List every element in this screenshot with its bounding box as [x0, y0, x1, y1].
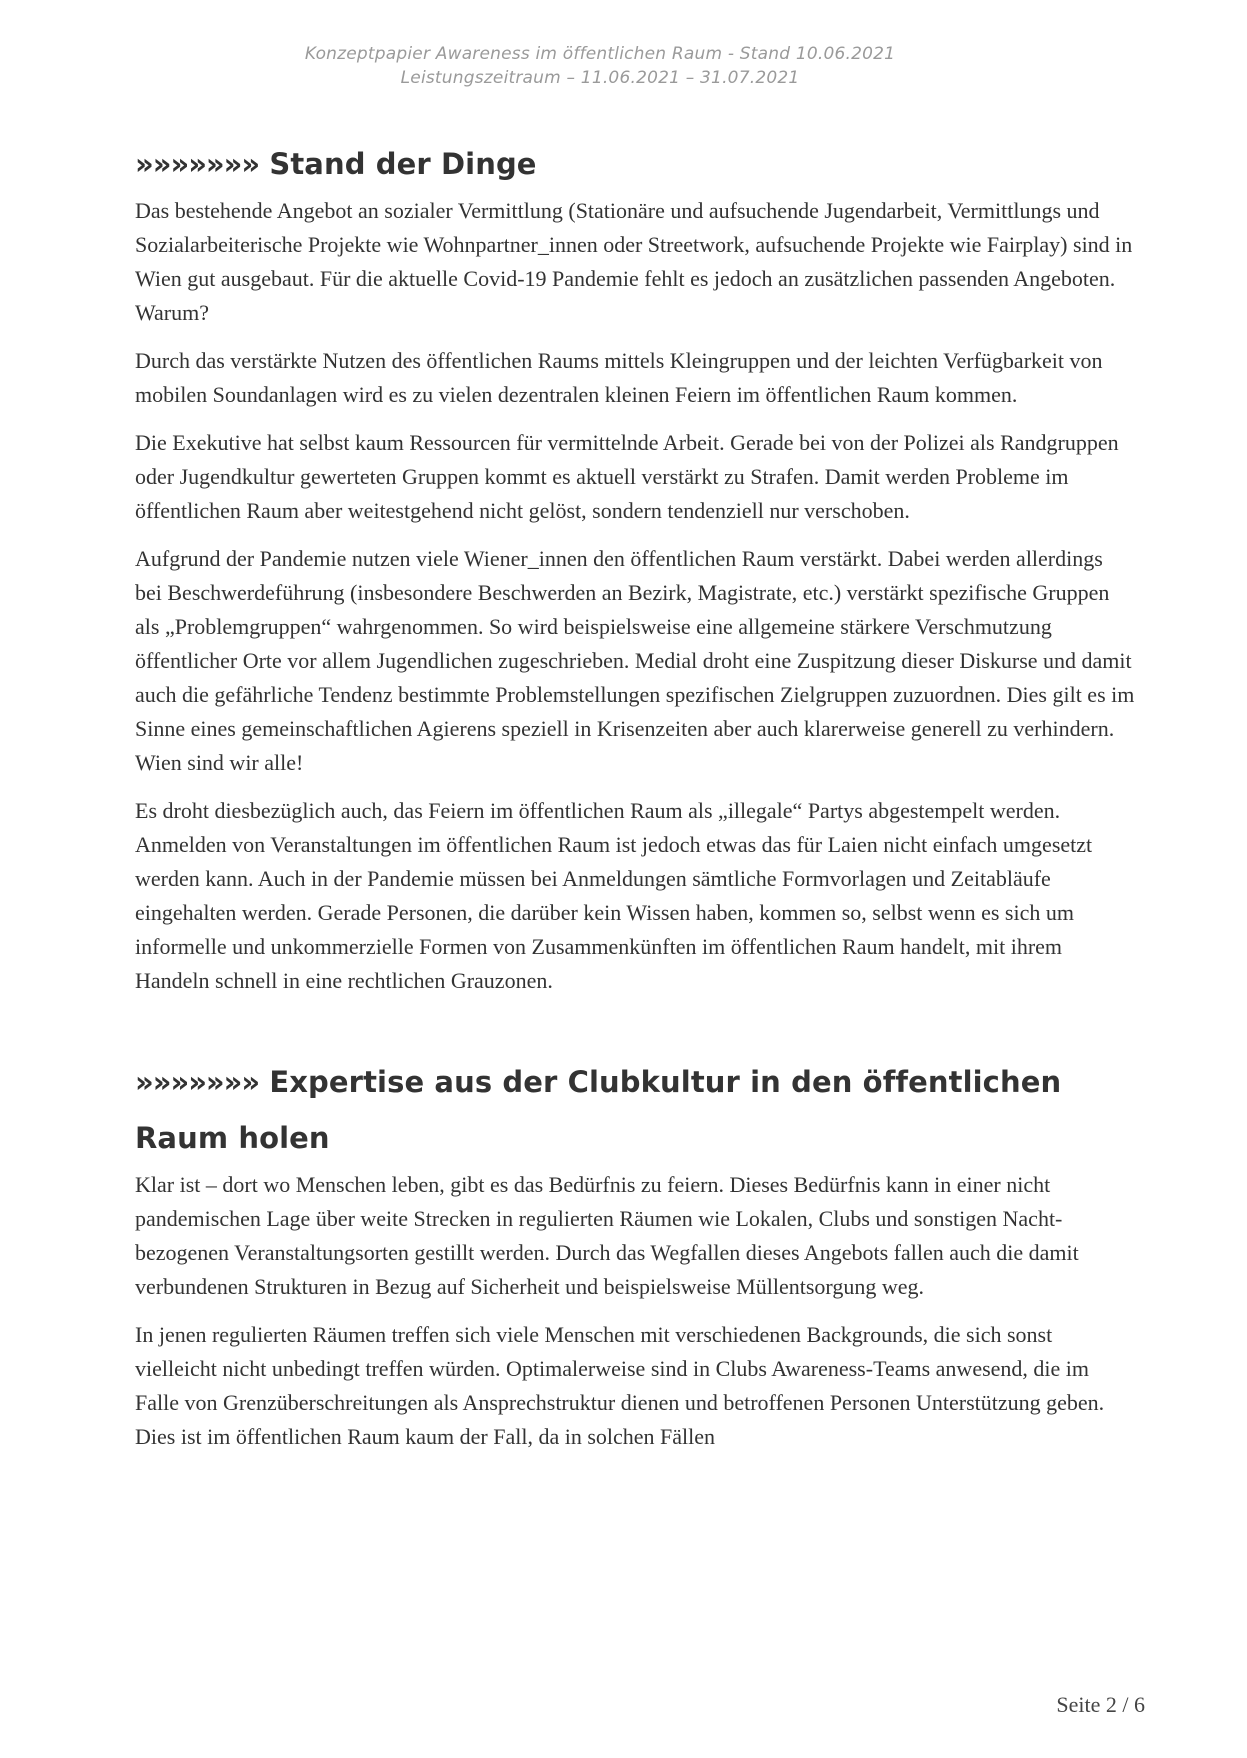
page-number: Seite 2 / 6: [1056, 1692, 1145, 1717]
paragraph: Das bestehende Angebot an sozialer Vermittlung (Stationäre und aufsuchende Jugendarbeit, Vermittlungs und Sozialarbeiterische Projekte wie Wohnpartner_innen oder Streetwork, aufsuchende Projekte wie Fairplay) sind in Wien gut ausgebaut. Für die aktuelle Covid-19 Pandemie fehlt es jedoch an zusätzlichen passenden Angeboten. Warum?: [135, 198, 1133, 325]
paragraph: Klar ist – dort wo Menschen leben, gibt es das Bedürfnis zu feiern. Dieses Bedürfnis kann in einer nicht pandemischen Lage über weite Strecken in regulierten Räumen wie Lokalen, Clubs und sonstigen Nacht-bezogenen Veranstaltungsorten gestillt werden. Durch das Wegfallen dieses Angebots fallen auch die damit verbundenen Strukturen in Bezug auf Sicherheit und beispielsweise Müllentsorgung weg.: [135, 1172, 1079, 1299]
header-service-period: Leistungszeitraum – 11.06.2021 – 31.07.2021: [400, 68, 800, 88]
section-marker: »»»»»»»: [135, 1065, 260, 1099]
section-marker: »»»»»»»: [135, 147, 260, 181]
paragraph: Die Exekutive hat selbst kaum Ressourcen für vermittelnde Arbeit. Gerade bei von der Polizei als Randgruppen oder Jugendkultur gewerteten Gruppen kommt es aktuell verstärkt zu Strafen. Damit werden Probleme im öffentlichen Raum aber weitestgehend nicht gelöst, sondern tendenziell nur verschoben.: [135, 430, 1119, 523]
paragraph: In jenen regulierten Räumen treffen sich viele Menschen mit verschiedenen Backgrounds, die sich sonst vielleicht nicht unbedingt treffen würden. Optimalerweise sind in Clubs Awareness-Teams anwesend, die im Falle von Grenzüberschreitungen als Ansprechstruktur dienen und betroffenen Personen Unterstützung geben. Dies ist im öffentlichen Raum kaum der Fall, da in solchen Fällen: [135, 1322, 1105, 1449]
document-body: [135, 136, 1135, 1468]
section-heading-stand-der-dinge: [135, 136, 1135, 192]
paragraph: Es droht diesbezüglich auch, das Feiern im öffentlichen Raum als „illegale“ Partys abgestempelt werden. Anmelden von Veranstaltungen im öffentlichen Raum ist jedoch etwas das für Laien nicht einfach umgesetzt werden kann. Auch in der Pandemie müssen bei Anmeldungen sämtliche Formvorlagen und Zeitabläufe eingehalten werden. Gerade Personen, die darüber kein Wissen haben, kommen so, selbst wenn es sich um informelle und unkommerzielle Formen von Zusammenkünften im öffentlichen Raum handelt, mit ihrem Handeln schnell in eine rechtlichen Grauzonen.: [135, 798, 1093, 993]
section-title: Expertise aus der Clubkultur in den öffentlichen Raum holen: [135, 1065, 1062, 1155]
paragraph: Aufgrund der Pandemie nutzen viele Wiener_innen den öffentlichen Raum verstärkt. Dabei werden allerdings bei Beschwerdeführung (insbesondere Beschwerden an Bezirk, Magistrate, etc.) verstärkt spezifische Gruppen als „Problemgruppen“ wahrgenommen. So wird beispielsweise eine allgemeine stärkere Verschmutzung öffentlicher Orte vor allem Jugendlichen zugeschrieben. Medial droht eine Zuspitzung dieser Diskurse und damit auch die gefährliche Tendenz bestimmte Problemstellungen spezifischen Zielgruppen zuzuordnen. Dies gilt es im Sinne eines gemeinschaftlichen Agierens speziell in Krisenzeiten aber auch klarerweise generell zu verhindern. Wien sind wir alle!: [135, 546, 1135, 775]
section-heading-expertise: [135, 1054, 1135, 1166]
header-document-title: Konzeptpapier Awareness im öffentlichen Raum - Stand 10.06.2021: [304, 44, 896, 64]
paragraph: Durch das verstärkte Nutzen des öffentlichen Raums mittels Kleingruppen und der leichten Verfügbarkeit von mobilen Soundanlagen wird es zu vielen dezentralen kleinen Feiern im öffentlichen Raum kommen.: [135, 348, 1103, 407]
section-title: Stand der Dinge: [269, 147, 537, 181]
page-header: [0, 42, 1200, 90]
